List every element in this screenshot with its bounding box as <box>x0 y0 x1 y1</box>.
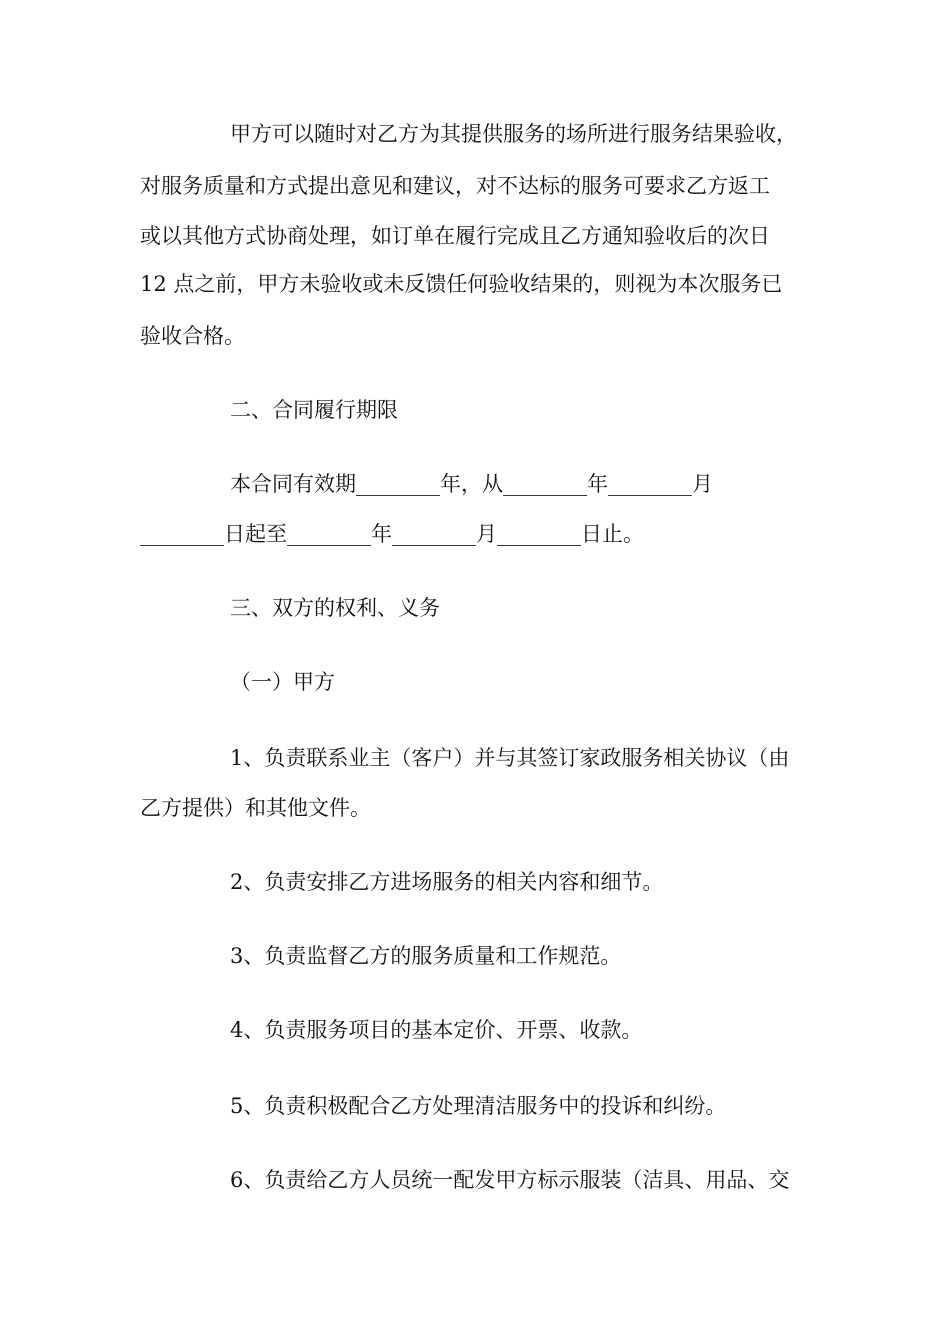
contract-term-line: 本合同有效期________年，从________年________月 <box>230 472 713 496</box>
paragraph-line: 验收合格。 <box>140 324 245 348</box>
list-item: 1、负责联系业主（客户）并与其签订家政服务相关协议（由 <box>230 746 790 770</box>
list-item: 4、负责服务项目的基本定价、开票、收款。 <box>230 1018 643 1042</box>
list-item: 5、负责积极配合乙方处理清洁服务中的投诉和纠纷。 <box>230 1094 727 1118</box>
paragraph-line: 12 点之前，甲方未验收或未反馈任何验收结果的，则视为本次服务已 <box>140 272 783 296</box>
paragraph-line: 甲方可以随时对乙方为其提供服务的场所进行服务结果验收， <box>230 122 797 146</box>
section-heading: 三、双方的权利、义务 <box>230 596 440 620</box>
paragraph-line: 或以其他方式协商处理，如订单在履行完成且乙方通知验收后的次日 <box>140 224 770 248</box>
contract-term-line: ________日起至________年________月________日止。 <box>140 522 644 546</box>
list-item: 3、负责监督乙方的服务质量和工作规范。 <box>230 944 622 968</box>
subsection-heading: （一）甲方 <box>230 670 335 694</box>
list-item: 乙方提供）和其他文件。 <box>140 796 371 820</box>
paragraph-line: 对服务质量和方式提出意见和建议，对不达标的服务可要求乙方返工 <box>140 174 770 198</box>
list-item: 6、负责给乙方人员统一配发甲方标示服装（洁具、用品、交 <box>230 1168 790 1192</box>
section-heading: 二、合同履行期限 <box>230 398 398 422</box>
list-item: 2、负责安排乙方进场服务的相关内容和细节。 <box>230 870 664 894</box>
